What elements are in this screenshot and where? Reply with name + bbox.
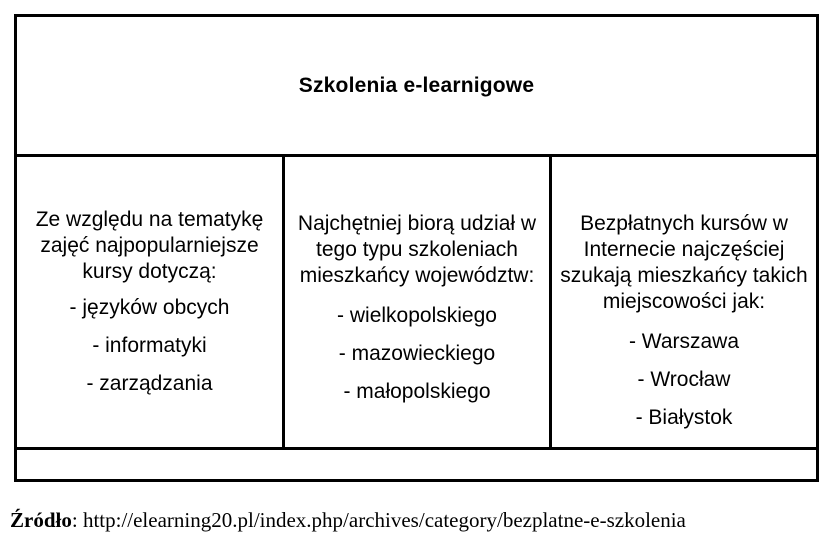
column-regions bbox=[282, 154, 552, 450]
list-item: - języków obcych bbox=[69, 296, 230, 319]
column-topics-list bbox=[70, 289, 230, 403]
source-separator: : bbox=[71, 508, 83, 532]
source-label: Źródło bbox=[10, 508, 72, 532]
list-item: - wielkopolskiego bbox=[337, 304, 497, 327]
source-url: http://elearning20.pl/index.php/archives/category/bezplatne-e-szkolenia bbox=[82, 508, 686, 532]
column-regions-intro: Najchętniej biorą udział w tego typu szkoleniach mieszkańcy województw: bbox=[297, 212, 537, 287]
title-box bbox=[14, 14, 819, 157]
column-cities-list bbox=[629, 323, 739, 437]
column-topics-intro: Ze względu na tematykę zajęć najpopularniejsze kursy dotyczą: bbox=[35, 208, 264, 283]
column-regions-list bbox=[337, 297, 497, 411]
list-item: - Wrocław bbox=[637, 368, 731, 391]
footer-box bbox=[14, 447, 819, 482]
list-item: - mazowieckiego bbox=[338, 342, 496, 365]
column-cities bbox=[549, 154, 819, 450]
diagram-title: Szkolenia e-learnigowe bbox=[298, 73, 535, 97]
source-line bbox=[10, 508, 686, 533]
list-item: - zarządzania bbox=[86, 372, 213, 395]
list-item: - Warszawa bbox=[628, 330, 740, 353]
list-item: - informatyki bbox=[92, 334, 207, 357]
column-topics bbox=[14, 154, 285, 450]
list-item: - małopolskiego bbox=[343, 380, 491, 403]
column-cities-intro: Bezpłatnych kursów w Internecie najczęściej szukają mieszkańcy takich miejscowości jak: bbox=[560, 212, 808, 313]
list-item: - Białystok bbox=[635, 406, 733, 429]
